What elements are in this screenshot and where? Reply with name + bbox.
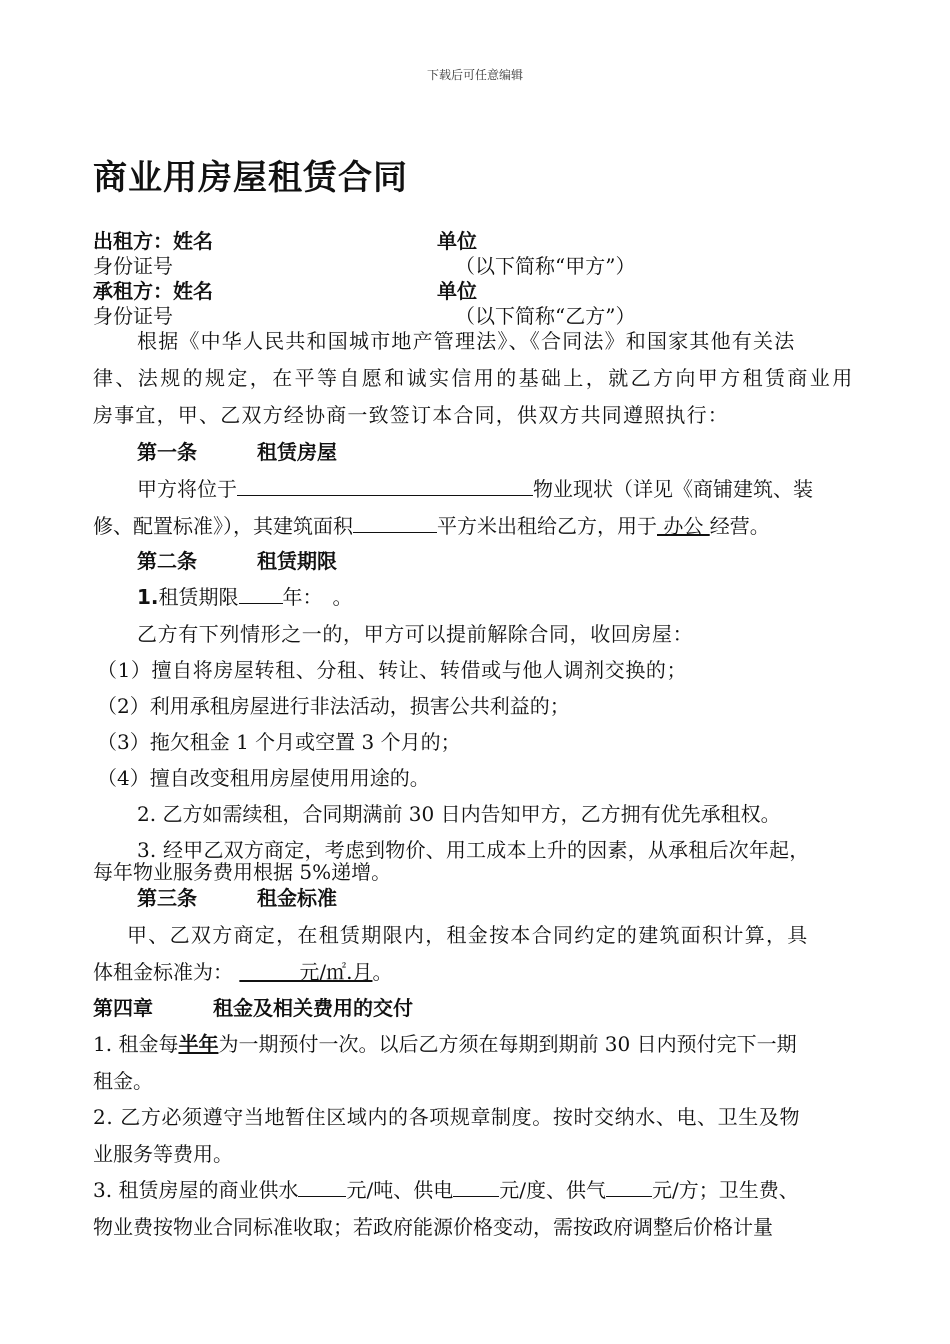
utility-line-1 <box>93 1174 799 1203</box>
lease-term-suffix: 年： 。 <box>282 585 353 609</box>
lessee-name-label: 承租方：姓名 <box>93 279 213 303</box>
lessee-alias: （以下简称“乙方”） <box>455 304 636 328</box>
page-header-note: 下载后可任意编辑 <box>426 68 523 82</box>
power-price-blank[interactable] <box>453 1176 499 1197</box>
rent-standard-line-2 <box>93 956 392 985</box>
lessee-id-label: 身份证号 <box>93 304 173 328</box>
usage-value: 办公 <box>657 514 710 538</box>
location-blank[interactable] <box>237 475 533 496</box>
rent-rate-value[interactable]: 元/㎡.月 <box>239 960 373 984</box>
lease-term-number: 1. <box>137 585 159 609</box>
page-title: 商业用房屋租赁合同 <box>93 158 408 198</box>
gas-price-blank[interactable] <box>606 1176 652 1197</box>
lessor-id-label: 身份证号 <box>93 254 173 278</box>
article-1-line-1 <box>137 473 813 502</box>
water-price-blank[interactable] <box>298 1176 346 1197</box>
utility-text-d: 元/方；卫生费、 <box>651 1178 799 1202</box>
condition-1: （1）擅自将房屋转租、分租、转让、转借或与他人调剂交换的； <box>97 658 688 682</box>
article-1-text-a: 甲方将位于 <box>137 477 237 501</box>
condition-2: （2）利用承租房屋进行非法活动，损害公共利益的； <box>97 694 570 718</box>
payment-period-value: 半年 <box>178 1032 219 1056</box>
rules-line-1: 2. 乙方必须遵守当地暂住区域内的各项规章制度。按时交纳水、电、卫生及物 <box>93 1105 801 1129</box>
payment-line-1 <box>93 1028 797 1057</box>
rent-standard-end: 。 <box>372 960 393 984</box>
fee-increase-line-1: 3. 经甲乙双方商定，考虑到物价、用工成本上升的因素，从承租后次年起， <box>137 838 810 862</box>
area-blank[interactable] <box>353 512 437 533</box>
chapter-4-heading: 第四章 租金及相关费用的交付 <box>93 996 413 1020</box>
lessor-alias: （以下简称“甲方”） <box>455 254 636 278</box>
fee-increase-line-2: 每年物业服务费用根据 5%递增。 <box>93 860 392 884</box>
article-1-text-b: 物业现状（详见《商铺建筑、装 <box>533 477 813 501</box>
intro-line-3: 房事宜，甲、乙双方经协商一致签订本合同，供双方共同遵照执行： <box>93 403 729 427</box>
lessor-unit-label: 单位 <box>437 229 477 253</box>
recall-intro: 乙方有下列情形之一的，甲方可以提前解除合同，收回房屋： <box>137 622 694 646</box>
article-1-line-2 <box>93 510 770 539</box>
article-3-heading: 第三条 租金标准 <box>137 886 337 910</box>
lease-term-label: 租赁期限 <box>158 585 239 609</box>
lessor-name-label: 出租方：姓名 <box>93 229 213 253</box>
lease-term-line <box>137 581 353 610</box>
article-1-heading: 第一条 租赁房屋 <box>137 440 337 464</box>
intro-line-1: 根据《中华人民共和国城市地产管理法》、《合同法》和国家其他有关法 <box>137 329 796 353</box>
term-years-blank[interactable] <box>239 583 283 604</box>
condition-3: （3）拖欠租金 1 个月或空置 3 个月的； <box>97 730 461 754</box>
condition-4: （4）擅自改变租用房屋使用用途的。 <box>97 766 430 790</box>
utility-text-b: 元/吨、供电 <box>346 1178 454 1202</box>
payment-text-b: 为一期预付一次。以后乙方须在每期到期前 30 日内预付完下一期 <box>218 1032 797 1056</box>
article-1-text-d: 平方米出租给乙方，用于 <box>437 514 657 538</box>
payment-text-a: 1. 租金每 <box>93 1032 179 1056</box>
article-1-text-e: 经营。 <box>709 514 770 538</box>
utility-text-c: 元/度、供气 <box>499 1178 606 1202</box>
rules-line-2: 业服务等费用。 <box>93 1142 233 1166</box>
rent-standard-line-1: 甲、乙双方商定，在租赁期限内，租金按本合同约定的建筑面积计算，具 <box>127 923 809 947</box>
article-1-text-c: 修、配置标准》），其建筑面积 <box>93 514 353 538</box>
intro-line-2: 律、法规的规定，在平等自愿和诚实信用的基础上，就乙方向甲方租赁商业用 <box>93 366 855 390</box>
utility-text-a: 3. 租赁房屋的商业供水 <box>93 1178 299 1202</box>
article-2-heading: 第二条 租赁期限 <box>137 549 337 573</box>
utility-line-2: 物业费按物业合同标准收取；若政府能源价格变动，需按政府调整后价格计量 <box>93 1215 773 1239</box>
payment-line-2: 租金。 <box>93 1069 153 1093</box>
rent-standard-label: 体租金标准为： <box>93 960 233 984</box>
lessee-unit-label: 单位 <box>437 279 477 303</box>
renewal-clause: 2. 乙方如需续租，合同期满前 30 日内告知甲方，乙方拥有优先承租权。 <box>137 802 781 826</box>
